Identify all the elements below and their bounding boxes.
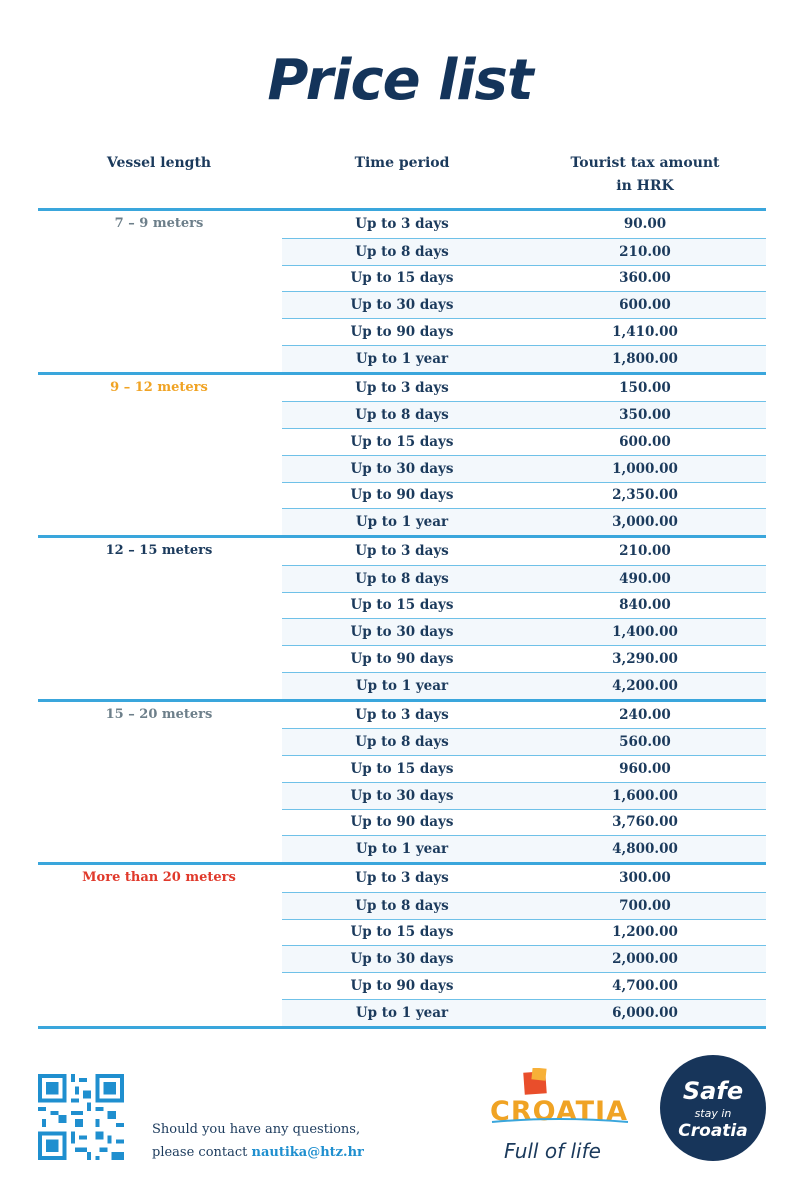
tax-amount-cell: 6,000.00: [612, 1004, 678, 1021]
vessel-group: [38, 372, 766, 536]
price-table: [38, 208, 766, 1029]
time-period-cell: Up to 30 days: [350, 624, 454, 641]
time-period-cell: Up to 1 year: [355, 841, 449, 858]
croatia-logo-tagline: Full of life: [504, 1139, 601, 1163]
tax-amount-cell: 4,800.00: [612, 841, 678, 858]
time-period-cell: Up to 90 days: [350, 814, 454, 831]
page-title: Price list: [267, 48, 533, 113]
tax-amount-cell: 90.00: [623, 216, 667, 233]
vessel-group: [38, 699, 766, 863]
price-rows: [282, 702, 766, 863]
time-period-cell: Up to 90 days: [350, 650, 454, 667]
tax-amount-cell: 840.00: [619, 597, 671, 614]
tax-amount-cell: 4,700.00: [612, 977, 678, 994]
safe-stay-in-croatia-logo: [660, 1055, 770, 1165]
table-header: [0, 152, 800, 208]
tax-amount-cell: 210.00: [619, 243, 671, 260]
safe-logo-line3: Croatia: [678, 1121, 748, 1141]
table-row: [282, 972, 766, 999]
tax-amount-cell: 1,200.00: [612, 924, 678, 941]
time-period-cell: Up to 3 days: [355, 543, 449, 560]
tax-amount-cell: 360.00: [619, 270, 671, 287]
tax-amount-cell: 490.00: [619, 570, 671, 587]
tax-amount-cell: 600.00: [619, 433, 671, 450]
time-period-cell: Up to 15 days: [350, 270, 454, 287]
table-row: [282, 238, 766, 265]
contact-email-link[interactable]: nautika@htz.hr: [251, 1145, 364, 1160]
table-row: [282, 618, 766, 645]
tax-amount-cell: 1,000.00: [612, 460, 678, 477]
safe-logo-line2: stay in: [694, 1107, 732, 1120]
table-row: [282, 919, 766, 946]
tax-amount-cell: 1,410.00: [612, 323, 678, 340]
table-row: [282, 592, 766, 619]
time-period-cell: Up to 15 days: [350, 433, 454, 450]
vessel-length-label: 12 – 15 meters: [105, 543, 213, 558]
contact-line2-prefix: please contact: [152, 1145, 252, 1160]
time-period-cell: Up to 1 year: [355, 1004, 449, 1021]
vessel-group: [38, 208, 766, 372]
header-tax-amount-line1: Tourist tax amount: [570, 155, 720, 171]
vessel-length-label: 15 – 20 meters: [105, 706, 213, 722]
tax-amount-cell: 3,290.00: [612, 650, 678, 667]
time-period-cell: Up to 90 days: [350, 323, 454, 340]
time-period-cell: Up to 15 days: [350, 760, 454, 777]
tax-amount-cell: 700.00: [619, 897, 671, 914]
table-row: [282, 945, 766, 972]
time-period-cell: Up to 3 days: [355, 870, 449, 887]
tax-amount-cell: 2,000.00: [612, 951, 678, 968]
time-period-cell: Up to 30 days: [350, 951, 454, 968]
time-period-cell: Up to 8 days: [355, 897, 449, 914]
time-period-cell: Up to 30 days: [350, 460, 454, 477]
time-period-cell: Up to 30 days: [350, 787, 454, 804]
time-period-cell: Up to 90 days: [350, 487, 454, 504]
tax-amount-cell: 150.00: [619, 379, 671, 396]
tax-amount-cell: 1,600.00: [612, 787, 678, 804]
vessel-group: [38, 535, 766, 699]
price-rows: [282, 865, 766, 1026]
tax-amount-cell: 2,350.00: [612, 487, 678, 504]
table-row: [282, 375, 766, 402]
table-row: [282, 892, 766, 919]
table-row: [282, 211, 766, 238]
time-period-cell: Up to 1 year: [355, 514, 449, 531]
time-period-cell: Up to 15 days: [350, 597, 454, 614]
contact-line1: Should you have any questions,: [152, 1122, 361, 1137]
tax-amount-cell: 3,000.00: [612, 514, 678, 531]
price-rows: [282, 211, 766, 372]
vessel-length-label: 9 – 12 meters: [110, 379, 208, 395]
table-row: [282, 538, 766, 565]
tax-amount-cell: 210.00: [619, 543, 671, 560]
tax-amount-cell: 350.00: [619, 407, 671, 424]
table-row: [282, 999, 766, 1026]
table-row: [282, 728, 766, 755]
time-period-cell: Up to 15 days: [350, 924, 454, 941]
header-time-period: Time period: [354, 155, 450, 171]
price-rows: [282, 538, 766, 699]
time-period-cell: Up to 8 days: [355, 570, 449, 587]
contact-line2: [152, 1141, 364, 1164]
tax-amount-cell: 3,760.00: [612, 814, 678, 831]
tax-amount-cell: 600.00: [619, 297, 671, 314]
header-tax-amount: [524, 152, 766, 198]
table-row: [282, 702, 766, 729]
table-row: [282, 401, 766, 428]
table-row: [282, 809, 766, 836]
tax-amount-cell: 240.00: [619, 706, 671, 723]
time-period-cell: Up to 1 year: [355, 350, 449, 367]
time-period-cell: Up to 30 days: [350, 297, 454, 314]
table-row: [282, 645, 766, 672]
time-period-cell: Up to 3 days: [355, 706, 449, 723]
time-period-cell: Up to 1 year: [355, 677, 449, 694]
tax-amount-cell: 300.00: [619, 870, 671, 887]
tax-amount-cell: 4,200.00: [612, 677, 678, 694]
table-row: [282, 345, 766, 372]
time-period-cell: Up to 8 days: [355, 407, 449, 424]
table-row: [282, 508, 766, 535]
croatia-full-of-life-logo: [488, 1068, 636, 1168]
contact-info: [152, 1118, 364, 1164]
table-row: [282, 672, 766, 699]
price-rows: [282, 375, 766, 536]
header-vessel-length: Vessel length: [106, 155, 212, 171]
vessel-group: [38, 862, 766, 1029]
time-period-cell: Up to 8 days: [355, 734, 449, 751]
time-period-cell: Up to 3 days: [355, 216, 449, 233]
table-row: [282, 835, 766, 862]
time-period-cell: Up to 90 days: [350, 977, 454, 994]
vessel-length-label: 7 – 9 meters: [114, 216, 204, 231]
qr-code-icon[interactable]: [38, 1074, 124, 1160]
tax-amount-cell: 1,800.00: [612, 350, 678, 367]
table-row: [282, 565, 766, 592]
safe-logo-line1: Safe: [682, 1077, 744, 1105]
croatia-logo-word: CROATIA: [490, 1096, 628, 1127]
tax-amount-cell: 960.00: [619, 760, 671, 777]
tax-amount-cell: 1,400.00: [612, 624, 678, 641]
table-row: [282, 428, 766, 455]
time-period-cell: Up to 3 days: [355, 379, 449, 396]
table-row: [282, 782, 766, 809]
table-row: [282, 455, 766, 482]
table-row: [282, 755, 766, 782]
tax-amount-cell: 560.00: [619, 734, 671, 751]
time-period-cell: Up to 8 days: [355, 243, 449, 260]
table-row: [282, 265, 766, 292]
table-row: [282, 291, 766, 318]
header-tax-amount-line2: in HRK: [616, 178, 674, 194]
vessel-length-label: More than 20 meters: [82, 870, 236, 885]
table-row: [282, 865, 766, 892]
table-row: [282, 318, 766, 345]
table-row: [282, 482, 766, 509]
